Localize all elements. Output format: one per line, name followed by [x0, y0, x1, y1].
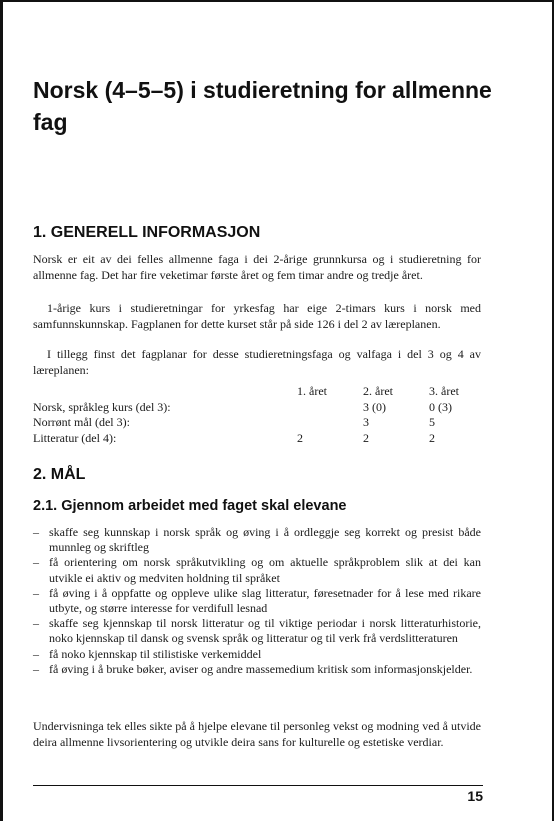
list-item	[33, 662, 481, 677]
list-item-text: skaffe seg kjennskap til norsk litteratur og til viktige periodar i norsk litteraturhistorie, noko kjennskap til dansk og svensk språk og litteratur og til verk frå verdslitteraturen	[49, 616, 481, 646]
table-cell: 5	[429, 415, 435, 429]
table-header-cell	[33, 384, 297, 400]
dash-bullet: –	[33, 525, 39, 539]
table-cell: Norrønt mål (del 3):	[33, 415, 130, 429]
table-cell: 3 (0)	[363, 399, 386, 414]
dash-bullet: –	[33, 585, 39, 600]
list-item-text: få øving i å bruke bøker, aviser og andre massemedium kritisk som informasjonskjelder.	[49, 661, 473, 676]
dash-bullet: –	[33, 646, 39, 661]
table-cell: Litteratur (del 4):	[33, 430, 117, 445]
page-border-left	[0, 0, 3, 821]
table-row	[33, 431, 483, 447]
footer-rule	[33, 785, 483, 786]
table-header-cell: 2. året	[363, 384, 393, 398]
table-header-cell: 1. året	[297, 384, 327, 398]
list-item	[33, 586, 481, 616]
goals-list	[33, 525, 481, 677]
table-cell	[297, 400, 363, 416]
table-header-row	[33, 384, 483, 400]
table-cell: 0 (3)	[429, 399, 452, 414]
dash-bullet: –	[33, 555, 39, 570]
table-cell: 2	[297, 430, 303, 445]
paragraph: I tillegg finst det fagplanar for desse studieretningsfaga og valfaga i del 3 og 4 av læreplanen:	[33, 347, 481, 377]
table-row	[33, 400, 483, 416]
section-heading-general: 1. GENERELL INFORMASJON	[33, 224, 261, 241]
table-row	[33, 415, 483, 431]
section-heading-goals: 2. MÅL	[33, 466, 86, 483]
table-cell: Norsk, språkleg kurs (del 3):	[33, 399, 171, 414]
list-item-text: få noko kjennskap til stilistiske verkemiddel	[49, 646, 262, 661]
list-item	[33, 525, 481, 555]
page-number: 15	[467, 788, 483, 804]
dash-bullet: –	[33, 616, 39, 631]
dash-bullet: –	[33, 661, 39, 676]
list-item-text: få øving i å oppfatte og oppleve ulike slag litteratur, føresetnader for å lese med rikare utbyte, og større interesse for verdifull lesnad	[49, 585, 481, 616]
list-item	[33, 555, 481, 585]
closing-paragraph: Undervisninga tek elles sikte på å hjelpe elevane til personleg vekst og modning ved å utvide deira allmenne livsorientering og utvikle deira sans for kulturelle og estetiske verdiar.	[33, 719, 481, 749]
paragraph: Norsk er eit av dei felles allmenne faga i dei 2-årige grunnkursa og i studieretning for allmenne fag. Det har fire veketimar første året og fem timar andre og tredje året.	[33, 252, 481, 282]
table-cell: 3	[363, 415, 369, 429]
list-item-text: skaffe seg kunnskap i norsk språk og øving i å ordleggje seg korrekt og presist både munnleg og skriftleg	[49, 525, 481, 555]
table-cell: 2	[363, 430, 369, 445]
paragraph: 1-årige kurs i studieretningar for yrkesfag har eige 2-timars kurs i norsk med samfunnskunnskap. Fagplanen for dette kurset står på side 126 i del 2 av læreplanen.	[33, 301, 481, 331]
course-hours-table	[33, 384, 483, 446]
table-cell: 2	[429, 430, 435, 445]
table-header-cell: 3. året	[429, 384, 459, 398]
page-title: Norsk (4–5–5) i studieretning for allmenne fag	[33, 77, 492, 135]
page-border-top	[0, 0, 554, 2]
table-cell	[297, 415, 363, 431]
list-item	[33, 616, 481, 646]
list-item-text: få orientering om norsk språkutvikling og om aktuelle språkproblem slik at dei kan utvikle ei aktiv og medviten holdning til språket	[49, 555, 481, 585]
list-item	[33, 647, 481, 662]
subsection-heading: 2.1. Gjennom arbeidet med faget skal elevane	[33, 498, 347, 514]
